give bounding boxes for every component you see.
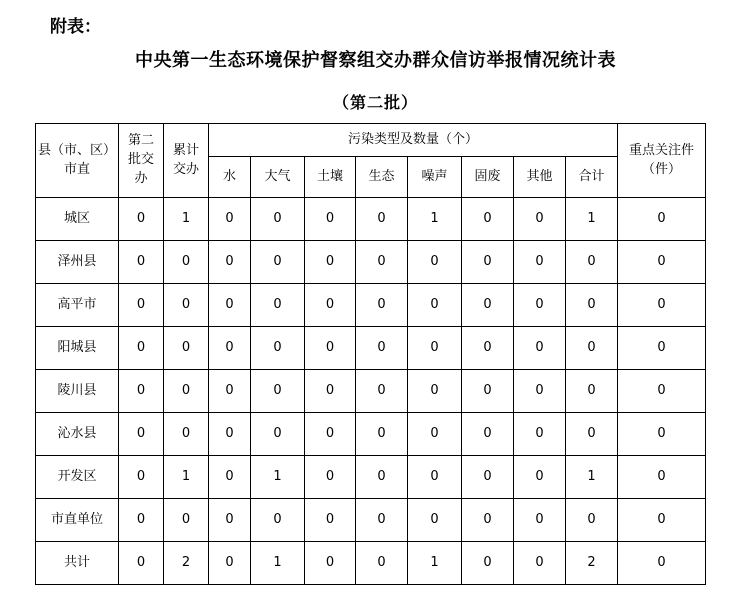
row-name: 城区	[36, 198, 119, 241]
table-cell: 2	[164, 542, 209, 585]
table-cell: 0	[618, 499, 706, 542]
table-cell: 0	[119, 370, 164, 413]
row-name: 阳城县	[36, 327, 119, 370]
table-cell: 0	[618, 327, 706, 370]
header-key-cases: 重点关注件 （件）	[618, 124, 706, 198]
table-cell: 0	[305, 542, 356, 585]
table-cell: 0	[462, 370, 514, 413]
table-cell: 0	[514, 456, 566, 499]
table-cell: 0	[119, 499, 164, 542]
table-cell: 0	[209, 499, 251, 542]
table-cell: 0	[119, 284, 164, 327]
table-cell: 0	[356, 456, 408, 499]
table-cell: 0	[119, 542, 164, 585]
table-row	[36, 327, 706, 370]
table-cell: 0	[618, 370, 706, 413]
table-row	[36, 499, 706, 542]
table-cell: 0	[618, 198, 706, 241]
table-row	[36, 413, 706, 456]
header-cumulative: 累计 交办	[164, 124, 209, 198]
table-cell: 0	[164, 370, 209, 413]
table-cell: 0	[305, 198, 356, 241]
table-cell: 0	[251, 499, 305, 542]
table-cell: 0	[566, 327, 618, 370]
table-cell: 0	[514, 284, 566, 327]
table-cell: 1	[408, 542, 462, 585]
table-cell: 0	[209, 284, 251, 327]
header-solid-waste: 固废	[462, 157, 514, 198]
table-cell: 0	[566, 499, 618, 542]
table-cell: 0	[356, 284, 408, 327]
header-soil: 土壤	[305, 157, 356, 198]
table-cell: 0	[209, 241, 251, 284]
header-subtotal: 合计	[566, 157, 618, 198]
table-cell: 0	[356, 241, 408, 284]
header-batch2: 第二 批交 办	[119, 124, 164, 198]
row-name: 开发区	[36, 456, 119, 499]
table-cell: 0	[119, 456, 164, 499]
header-noise: 噪声	[408, 157, 462, 198]
table-cell: 0	[251, 241, 305, 284]
header-pollution-group: 污染类型及数量（个）	[209, 124, 618, 157]
table-cell: 0	[305, 241, 356, 284]
row-name: 陵川县	[36, 370, 119, 413]
table-cell: 1	[164, 456, 209, 499]
table-cell: 0	[514, 499, 566, 542]
table-cell: 0	[305, 499, 356, 542]
table-cell: 0	[462, 327, 514, 370]
batch-subtitle: （第二批）	[332, 93, 418, 112]
table-cell: 0	[164, 327, 209, 370]
table-cell: 0	[566, 370, 618, 413]
table-cell: 0	[356, 327, 408, 370]
table-row	[36, 284, 706, 327]
table-cell: 0	[618, 284, 706, 327]
table-cell: 0	[462, 198, 514, 241]
table-cell: 0	[514, 370, 566, 413]
table-cell: 0	[164, 284, 209, 327]
table-cell: 0	[356, 413, 408, 456]
table-cell: 0	[618, 413, 706, 456]
table-cell: 0	[566, 413, 618, 456]
table-cell: 0	[462, 542, 514, 585]
table-cell: 0	[408, 499, 462, 542]
table-cell: 0	[356, 542, 408, 585]
table-cell: 0	[209, 370, 251, 413]
table-row	[36, 456, 706, 499]
table-cell: 0	[164, 413, 209, 456]
header-ecology: 生态	[356, 157, 408, 198]
table-cell: 0	[566, 284, 618, 327]
table-cell: 0	[119, 241, 164, 284]
table-cell: 0	[164, 241, 209, 284]
table-cell: 0	[305, 413, 356, 456]
table-cell: 0	[119, 413, 164, 456]
table-cell: 2	[566, 542, 618, 585]
table-cell: 0	[251, 327, 305, 370]
row-name: 市直单位	[36, 499, 119, 542]
header-other: 其他	[514, 157, 566, 198]
table-row	[36, 542, 706, 585]
table-cell: 0	[514, 198, 566, 241]
table-cell: 1	[251, 542, 305, 585]
table-cell: 0	[305, 370, 356, 413]
table-cell: 1	[251, 456, 305, 499]
table-cell: 0	[408, 284, 462, 327]
table-cell: 0	[251, 413, 305, 456]
table-cell: 0	[408, 456, 462, 499]
table-cell: 0	[618, 241, 706, 284]
table-cell: 1	[164, 198, 209, 241]
table-cell: 1	[408, 198, 462, 241]
table-cell: 0	[209, 327, 251, 370]
table-cell: 0	[408, 327, 462, 370]
table-cell: 0	[119, 327, 164, 370]
table-cell: 0	[462, 284, 514, 327]
table-cell: 1	[566, 198, 618, 241]
row-name: 沁水县	[36, 413, 119, 456]
table-cell: 0	[251, 370, 305, 413]
table-cell: 0	[462, 499, 514, 542]
table-cell: 0	[462, 241, 514, 284]
row-name: 高平市	[36, 284, 119, 327]
header-water: 水	[209, 157, 251, 198]
table-cell: 0	[209, 198, 251, 241]
table-cell: 0	[164, 499, 209, 542]
table-cell: 0	[305, 284, 356, 327]
row-name: 泽州县	[36, 241, 119, 284]
table-cell: 0	[514, 241, 566, 284]
statistics-table	[35, 123, 706, 585]
table-row	[36, 198, 706, 241]
table-cell: 0	[356, 198, 408, 241]
table-cell: 0	[356, 499, 408, 542]
table-cell: 0	[251, 198, 305, 241]
table-cell: 0	[305, 327, 356, 370]
table-cell: 1	[566, 456, 618, 499]
table-cell: 0	[462, 456, 514, 499]
table-cell: 0	[462, 413, 514, 456]
table-cell: 0	[356, 370, 408, 413]
header-county: 县（市、区） 市直	[36, 124, 119, 198]
table-cell: 0	[251, 284, 305, 327]
table-cell: 0	[119, 198, 164, 241]
table-cell: 0	[408, 241, 462, 284]
table-cell: 0	[514, 413, 566, 456]
header-air: 大气	[251, 157, 305, 198]
table-cell: 0	[408, 370, 462, 413]
table-cell: 0	[305, 456, 356, 499]
table-cell: 0	[514, 327, 566, 370]
table-cell: 0	[209, 413, 251, 456]
row-name: 共计	[36, 542, 119, 585]
document-title: 中央第一生态环境保护督察组交办群众信访举报情况统计表	[135, 50, 616, 71]
table-cell: 0	[408, 413, 462, 456]
table-cell: 0	[566, 241, 618, 284]
table-cell: 0	[514, 542, 566, 585]
attachment-label: 附表：	[50, 17, 101, 37]
table-cell: 0	[209, 542, 251, 585]
table-row	[36, 241, 706, 284]
table-cell: 0	[209, 456, 251, 499]
table-cell: 0	[618, 456, 706, 499]
table-cell: 0	[618, 542, 706, 585]
table-row	[36, 370, 706, 413]
